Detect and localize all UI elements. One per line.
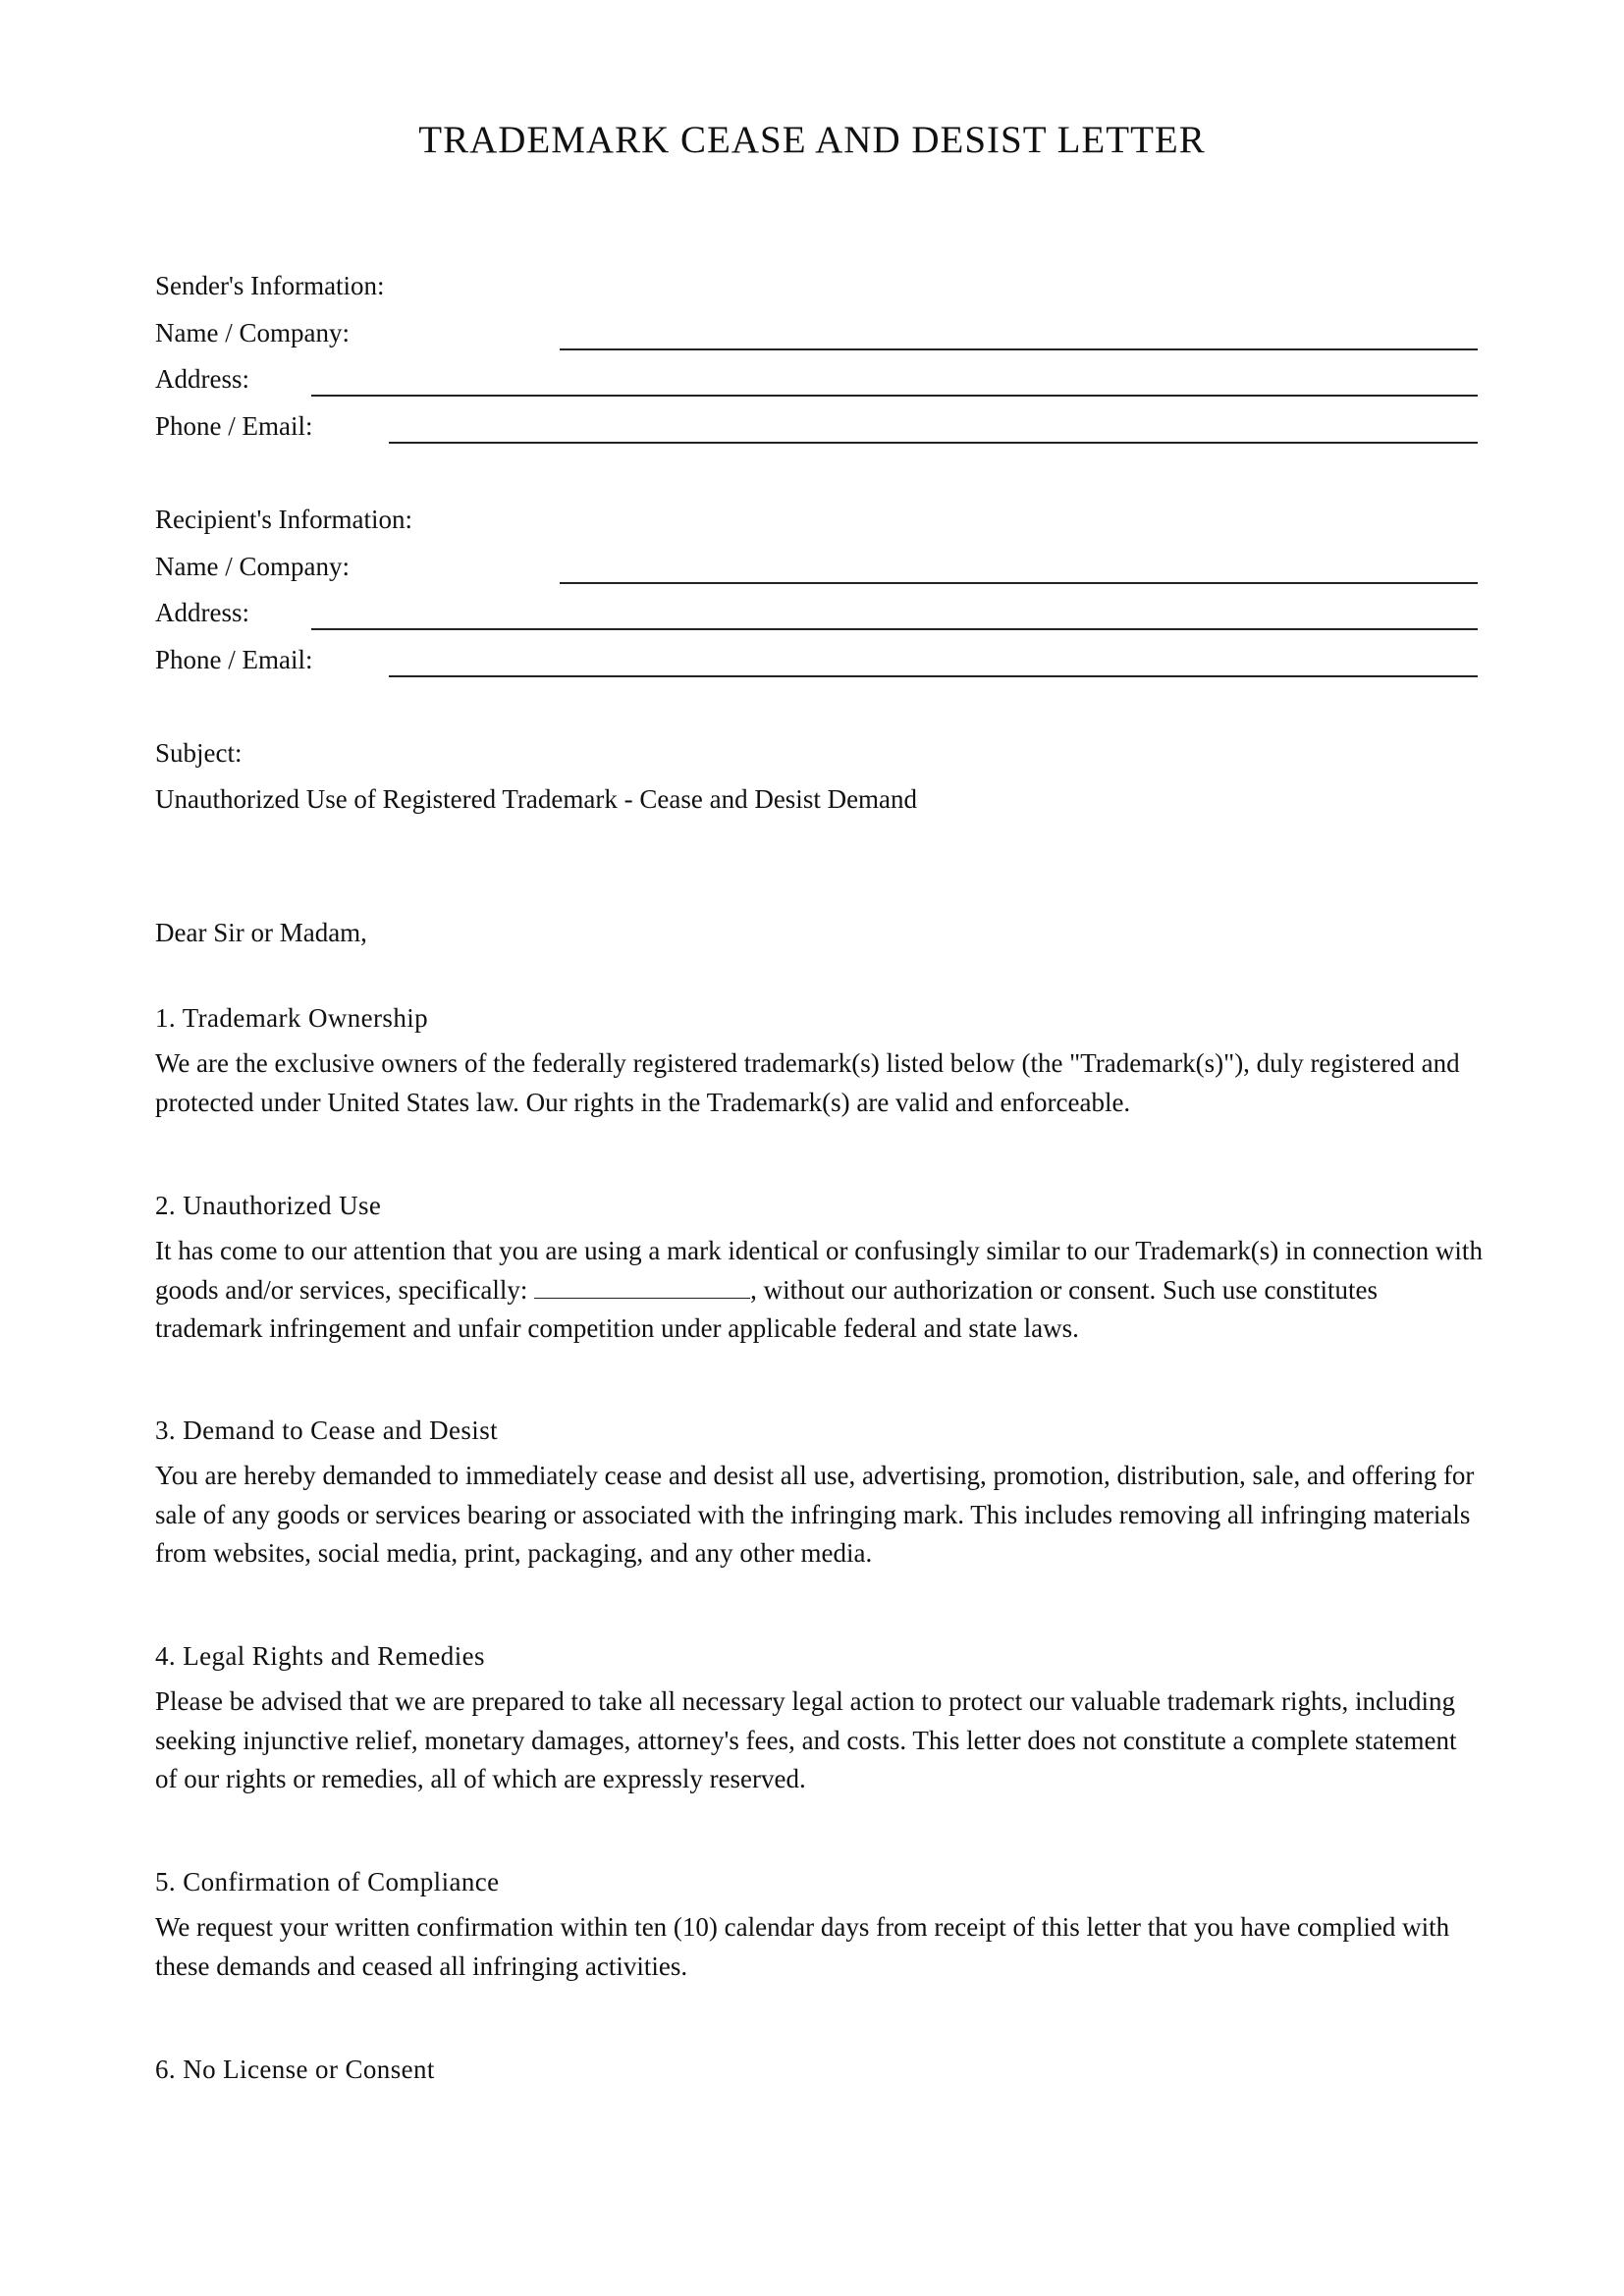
section-body: We are the exclusive owners of the federally registered trademark(s) listed below (the "Trademark(s)"), duly registered and protected under United States law. Our rights in the Trademark(s) are valid and enforceable. (155, 1048, 1460, 1117)
sender-name-field[interactable] (560, 348, 1478, 350)
section-body (155, 1232, 1483, 1349)
section-heading: 5. Confirmation of Compliance (155, 1867, 500, 1896)
section-heading: 4. Legal Rights and Remedies (155, 1641, 485, 1671)
recipient-name-field[interactable] (560, 582, 1478, 584)
recipient-contact-field[interactable] (389, 675, 1478, 677)
section-heading: 3. Demand to Cease and Desist (155, 1415, 499, 1445)
goods-services-blank[interactable] (534, 1276, 750, 1299)
recipient-contact-label: Phone / Email: (155, 645, 313, 674)
section-heading: 6. No License or Consent (155, 2055, 435, 2084)
sender-name-label: Name / Company: (155, 318, 350, 347)
sender-address-label: Address: (155, 364, 249, 394)
recipient-heading: Recipient's Information: (155, 505, 413, 534)
salutation: Dear Sir or Madam, (155, 918, 367, 947)
section-body: Please be advised that we are prepared to take all necessary legal action to protect our valuable trademark rights, including seeking injunctive relief, monetary damages, attorney's fees, and costs. This letter does not constitute a complete statement of our rights or remedies, all of which are expressly reserved. (155, 1686, 1457, 1793)
sender-heading: Sender's Information: (155, 271, 385, 300)
sender-contact-label: Phone / Email: (155, 411, 313, 441)
document-title: TRADEMARK CEASE AND DESIST LETTER (418, 119, 1206, 161)
recipient-address-label: Address: (155, 598, 249, 627)
section-heading: 2. Unauthorized Use (155, 1191, 382, 1220)
section-body: We request your written confirmation within ten (10) calendar days from receipt of this letter that you have complied with these demands and ceased all infringing activities. (155, 1912, 1450, 1981)
sender-contact-field[interactable] (389, 442, 1478, 444)
section-heading: 1. Trademark Ownership (155, 1003, 429, 1033)
sender-address-field[interactable] (311, 395, 1478, 397)
recipient-name-label: Name / Company: (155, 552, 350, 581)
section-body-text: , without our authorization or consent. Such use constitutes trademark infringement and unfair competition under applicable federal and state laws. (155, 1274, 1379, 1343)
section-body: You are hereby demanded to immediately cease and desist all use, advertising, promotion, distribution, sale, and offering for sale of any goods or services bearing or associated with the infringing mark. This includes removing all infringing materials from websites, social media, print, packaging, and any other media. (155, 1461, 1475, 1568)
section-body-text: It has come to our attention that you are using a mark identical or confusingly similar to our Trademark(s) in connection with goods and/or services, specifically: (155, 1236, 1483, 1305)
subject-text: Unauthorized Use of Registered Trademark - Cease and Desist Demand (155, 784, 918, 814)
subject-label: Subject: (155, 738, 243, 768)
recipient-address-field[interactable] (311, 628, 1478, 630)
